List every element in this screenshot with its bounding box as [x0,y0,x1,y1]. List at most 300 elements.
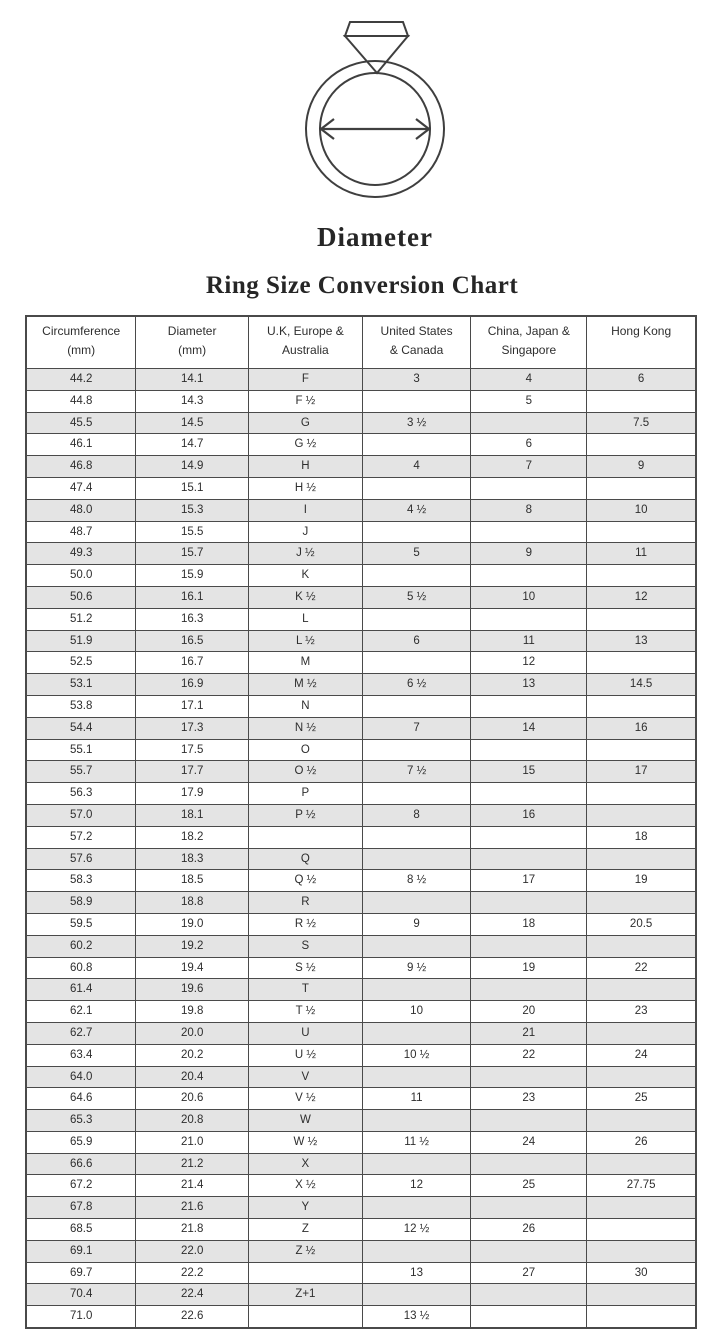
cell-diameter: 16.7 [136,652,249,674]
cell-uk-europe-australia: U ½ [248,1044,362,1066]
cell-china-japan-singapore: 21 [471,1022,587,1044]
column-header-line: U.K, Europe & [267,324,344,338]
cell-china-japan-singapore [471,1197,587,1219]
cell-us-canada: 8 [362,804,471,826]
cell-us-canada [362,652,471,674]
table-row [26,957,696,979]
table-header [26,316,696,369]
cell-circumference: 70.4 [26,1284,136,1306]
table-row [26,826,696,848]
cell-us-canada: 12 ½ [362,1219,471,1241]
cell-us-canada: 5 [362,543,471,565]
cell-uk-europe-australia: Q ½ [248,870,362,892]
cell-china-japan-singapore [471,521,587,543]
cell-circumference: 49.3 [26,543,136,565]
cell-us-canada: 9 ½ [362,957,471,979]
cell-uk-europe-australia: P [248,783,362,805]
cell-us-canada: 6 ½ [362,674,471,696]
cell-diameter: 15.5 [136,521,249,543]
cell-uk-europe-australia: J [248,521,362,543]
cell-hong-kong: 18 [587,826,696,848]
diameter-arrow-icon [321,119,429,139]
cell-diameter: 18.2 [136,826,249,848]
cell-us-canada [362,1197,471,1219]
cell-china-japan-singapore [471,1284,587,1306]
cell-diameter: 17.3 [136,717,249,739]
cell-uk-europe-australia: O ½ [248,761,362,783]
table-row [26,1262,696,1284]
cell-diameter: 22.4 [136,1284,249,1306]
cell-china-japan-singapore [471,739,587,761]
cell-hong-kong [587,434,696,456]
column-header-line: Hong Kong [611,324,672,338]
table-row [26,456,696,478]
cell-uk-europe-australia: R [248,892,362,914]
cell-circumference: 48.0 [26,499,136,521]
table-row [26,674,696,696]
cell-diameter: 19.6 [136,979,249,1001]
column-header-line: Australia [282,343,329,357]
cell-circumference: 46.1 [26,434,136,456]
table-row [26,979,696,1001]
cell-circumference: 44.8 [26,390,136,412]
cell-china-japan-singapore: 7 [471,456,587,478]
cell-diameter: 14.7 [136,434,249,456]
cell-diameter: 20.2 [136,1044,249,1066]
table-row [26,804,696,826]
cell-hong-kong [587,892,696,914]
table-row [26,565,696,587]
cell-diameter: 15.9 [136,565,249,587]
column-header-line: (mm) [67,343,96,357]
table-row [26,761,696,783]
cell-china-japan-singapore [471,1110,587,1132]
cell-us-canada [362,783,471,805]
table-row [26,390,696,412]
cell-hong-kong: 6 [587,369,696,391]
ring-diagram [280,8,480,210]
cell-diameter: 19.2 [136,935,249,957]
cell-uk-europe-australia: M [248,652,362,674]
cell-circumference: 64.0 [26,1066,136,1088]
column-header-circumference [26,316,136,369]
cell-uk-europe-australia: X [248,1153,362,1175]
cell-circumference: 64.6 [26,1088,136,1110]
cell-china-japan-singapore: 20 [471,1001,587,1023]
cell-uk-europe-australia: H ½ [248,477,362,499]
cell-hong-kong: 26 [587,1131,696,1153]
cell-uk-europe-australia: Z [248,1219,362,1241]
cell-china-japan-singapore: 9 [471,543,587,565]
cell-hong-kong [587,695,696,717]
cell-china-japan-singapore: 4 [471,369,587,391]
cell-hong-kong [587,1066,696,1088]
cell-china-japan-singapore: 23 [471,1088,587,1110]
cell-diameter: 20.8 [136,1110,249,1132]
table-row [26,1219,696,1241]
cell-china-japan-singapore: 5 [471,390,587,412]
cell-uk-europe-australia: N ½ [248,717,362,739]
cell-china-japan-singapore [471,1066,587,1088]
cell-uk-europe-australia: S [248,935,362,957]
cell-uk-europe-australia: W [248,1110,362,1132]
cell-us-canada: 9 [362,913,471,935]
cell-uk-europe-australia: R ½ [248,913,362,935]
cell-us-canada [362,390,471,412]
cell-uk-europe-australia [248,1262,362,1284]
cell-circumference: 65.9 [26,1131,136,1153]
cell-hong-kong: 7.5 [587,412,696,434]
column-header-hong-kong [587,316,696,369]
cell-circumference: 47.4 [26,477,136,499]
cell-uk-europe-australia: Z ½ [248,1240,362,1262]
page-title: Ring Size Conversion Chart [205,272,519,299]
cell-us-canada: 3 ½ [362,412,471,434]
cell-diameter: 19.8 [136,1001,249,1023]
cell-circumference: 69.7 [26,1262,136,1284]
cell-uk-europe-australia: V ½ [248,1088,362,1110]
cell-us-canada [362,477,471,499]
table-row [26,608,696,630]
cell-hong-kong [587,608,696,630]
cell-us-canada [362,979,471,1001]
cell-hong-kong [587,521,696,543]
cell-us-canada: 3 [362,369,471,391]
cell-uk-europe-australia: Z+1 [248,1284,362,1306]
cell-china-japan-singapore: 13 [471,674,587,696]
header-row [26,316,696,369]
table-row [26,848,696,870]
cell-circumference: 50.6 [26,586,136,608]
cell-circumference: 52.5 [26,652,136,674]
cell-circumference: 56.3 [26,783,136,805]
table-row [26,543,696,565]
cell-us-canada [362,695,471,717]
conversion-table [25,315,697,1329]
cell-uk-europe-australia: W ½ [248,1131,362,1153]
cell-us-canada [362,739,471,761]
column-header-line: & Canada [389,343,444,357]
cell-uk-europe-australia: K ½ [248,586,362,608]
column-header-line: China, Japan & [487,324,570,338]
cell-hong-kong: 25 [587,1088,696,1110]
cell-circumference: 68.5 [26,1219,136,1241]
cell-us-canada: 10 ½ [362,1044,471,1066]
table-row [26,935,696,957]
cell-hong-kong: 30 [587,1262,696,1284]
cell-uk-europe-australia [248,826,362,848]
cell-circumference: 59.5 [26,913,136,935]
cell-diameter: 19.0 [136,913,249,935]
cell-diameter: 15.1 [136,477,249,499]
cell-us-canada: 5 ½ [362,586,471,608]
cell-china-japan-singapore: 24 [471,1131,587,1153]
cell-circumference: 66.6 [26,1153,136,1175]
cell-hong-kong: 19 [587,870,696,892]
cell-diameter: 14.1 [136,369,249,391]
cell-china-japan-singapore: 16 [471,804,587,826]
table-row [26,913,696,935]
cell-diameter: 17.7 [136,761,249,783]
cell-us-canada [362,935,471,957]
cell-us-canada: 7 [362,717,471,739]
column-header-uk-europe-australia [248,316,362,369]
cell-uk-europe-australia: M ½ [248,674,362,696]
cell-circumference: 65.3 [26,1110,136,1132]
cell-hong-kong [587,565,696,587]
cell-hong-kong: 22 [587,957,696,979]
cell-hong-kong: 9 [587,456,696,478]
cell-china-japan-singapore: 19 [471,957,587,979]
cell-uk-europe-australia: J ½ [248,543,362,565]
cell-diameter: 14.5 [136,412,249,434]
cell-circumference: 55.1 [26,739,136,761]
cell-hong-kong [587,739,696,761]
cell-hong-kong [587,935,696,957]
cell-diameter: 19.4 [136,957,249,979]
cell-circumference: 62.1 [26,1001,136,1023]
cell-hong-kong [587,848,696,870]
table-row [26,1044,696,1066]
cell-china-japan-singapore: 6 [471,434,587,456]
cell-china-japan-singapore [471,1153,587,1175]
cell-circumference: 45.5 [26,412,136,434]
cell-china-japan-singapore [471,783,587,805]
cell-circumference: 57.0 [26,804,136,826]
cell-circumference: 58.9 [26,892,136,914]
table-row [26,521,696,543]
cell-uk-europe-australia: Q [248,848,362,870]
cell-circumference: 51.2 [26,608,136,630]
table-row [26,783,696,805]
cell-circumference: 63.4 [26,1044,136,1066]
cell-hong-kong [587,477,696,499]
cell-circumference: 61.4 [26,979,136,1001]
cell-us-canada: 13 [362,1262,471,1284]
cell-uk-europe-australia: O [248,739,362,761]
cell-china-japan-singapore: 8 [471,499,587,521]
table-row [26,652,696,674]
cell-uk-europe-australia: L ½ [248,630,362,652]
cell-uk-europe-australia: V [248,1066,362,1088]
cell-hong-kong [587,783,696,805]
table-row [26,892,696,914]
cell-circumference: 55.7 [26,761,136,783]
cell-us-canada: 6 [362,630,471,652]
column-header-line: Diameter [167,324,217,338]
column-header-line: (mm) [178,343,207,357]
table-row [26,1197,696,1219]
cell-china-japan-singapore [471,979,587,1001]
table-row [26,739,696,761]
cell-china-japan-singapore: 14 [471,717,587,739]
cell-hong-kong [587,1219,696,1241]
cell-uk-europe-australia: N [248,695,362,717]
cell-uk-europe-australia: K [248,565,362,587]
table-row [26,1175,696,1197]
cell-diameter: 14.3 [136,390,249,412]
cell-diameter: 21.0 [136,1131,249,1153]
cell-circumference: 53.8 [26,695,136,717]
cell-diameter: 16.5 [136,630,249,652]
cell-hong-kong [587,1110,696,1132]
cell-china-japan-singapore [471,695,587,717]
cell-uk-europe-australia: U [248,1022,362,1044]
cell-hong-kong: 24 [587,1044,696,1066]
cell-hong-kong: 13 [587,630,696,652]
cell-hong-kong: 27.75 [587,1175,696,1197]
cell-hong-kong: 20.5 [587,913,696,935]
column-header-diameter [136,316,249,369]
cell-us-canada: 4 ½ [362,499,471,521]
cell-uk-europe-australia: G [248,412,362,434]
table-row [26,1001,696,1023]
cell-china-japan-singapore [471,1240,587,1262]
cell-us-canada [362,826,471,848]
cell-us-canada: 11 ½ [362,1131,471,1153]
cell-circumference: 50.0 [26,565,136,587]
cell-uk-europe-australia: P ½ [248,804,362,826]
cell-hong-kong [587,804,696,826]
table-row [26,1088,696,1110]
cell-hong-kong [587,1197,696,1219]
cell-uk-europe-australia: H [248,456,362,478]
cell-china-japan-singapore: 27 [471,1262,587,1284]
table-row [26,1306,696,1328]
cell-us-canada [362,608,471,630]
table-row [26,1110,696,1132]
column-header-line: Singapore [501,343,557,357]
cell-circumference: 58.3 [26,870,136,892]
cell-diameter: 20.0 [136,1022,249,1044]
table-body [26,369,696,1329]
cell-hong-kong [587,979,696,1001]
cell-hong-kong [587,1240,696,1262]
cell-circumference: 48.7 [26,521,136,543]
cell-china-japan-singapore [471,848,587,870]
cell-china-japan-singapore [471,826,587,848]
cell-china-japan-singapore [471,935,587,957]
cell-circumference: 57.6 [26,848,136,870]
cell-uk-europe-australia: F ½ [248,390,362,412]
cell-us-canada [362,1110,471,1132]
cell-diameter: 14.9 [136,456,249,478]
cell-china-japan-singapore: 26 [471,1219,587,1241]
cell-hong-kong: 12 [587,586,696,608]
table-row [26,434,696,456]
table-row [26,1240,696,1262]
column-header-china-japan-singapore [471,316,587,369]
cell-china-japan-singapore: 18 [471,913,587,935]
cell-circumference: 67.2 [26,1175,136,1197]
cell-uk-europe-australia [248,1306,362,1328]
column-header-us-canada [362,316,471,369]
cell-us-canada [362,1066,471,1088]
cell-us-canada [362,521,471,543]
cell-diameter: 15.3 [136,499,249,521]
cell-diameter: 20.6 [136,1088,249,1110]
cell-diameter: 17.1 [136,695,249,717]
table-row [26,369,696,391]
table-row [26,870,696,892]
cell-us-canada: 11 [362,1088,471,1110]
table-row [26,717,696,739]
cell-us-canada [362,848,471,870]
cell-uk-europe-australia: I [248,499,362,521]
cell-china-japan-singapore: 17 [471,870,587,892]
cell-uk-europe-australia: X ½ [248,1175,362,1197]
cell-uk-europe-australia: Y [248,1197,362,1219]
table-row [26,1131,696,1153]
cell-china-japan-singapore: 15 [471,761,587,783]
cell-china-japan-singapore [471,892,587,914]
cell-diameter: 16.3 [136,608,249,630]
cell-circumference: 69.1 [26,1240,136,1262]
table-row [26,1022,696,1044]
table-row [26,1066,696,1088]
cell-china-japan-singapore: 12 [471,652,587,674]
cell-uk-europe-australia: L [248,608,362,630]
cell-circumference: 62.7 [26,1022,136,1044]
cell-hong-kong [587,390,696,412]
table-row [26,499,696,521]
cell-diameter: 16.1 [136,586,249,608]
cell-us-canada: 7 ½ [362,761,471,783]
cell-china-japan-singapore: 25 [471,1175,587,1197]
cell-circumference: 67.8 [26,1197,136,1219]
cell-hong-kong: 10 [587,499,696,521]
cell-china-japan-singapore [471,412,587,434]
table-row [26,1153,696,1175]
cell-china-japan-singapore [471,565,587,587]
cell-circumference: 44.2 [26,369,136,391]
diameter-label: Diameter [317,222,433,252]
cell-hong-kong: 16 [587,717,696,739]
cell-diameter: 16.9 [136,674,249,696]
cell-us-canada [362,565,471,587]
cell-china-japan-singapore [471,477,587,499]
table-row [26,1284,696,1306]
cell-us-canada: 10 [362,1001,471,1023]
cell-hong-kong [587,1022,696,1044]
cell-hong-kong [587,1306,696,1328]
cell-circumference: 71.0 [26,1306,136,1328]
cell-hong-kong [587,1284,696,1306]
cell-hong-kong: 11 [587,543,696,565]
cell-us-canada: 4 [362,456,471,478]
table-row [26,586,696,608]
cell-hong-kong: 14.5 [587,674,696,696]
cell-uk-europe-australia: F [248,369,362,391]
cell-us-canada [362,1240,471,1262]
cell-circumference: 53.1 [26,674,136,696]
cell-circumference: 51.9 [26,630,136,652]
cell-us-canada: 12 [362,1175,471,1197]
column-header-line: Circumference [42,324,121,338]
cell-uk-europe-australia: T ½ [248,1001,362,1023]
cell-circumference: 60.8 [26,957,136,979]
cell-circumference: 57.2 [26,826,136,848]
cell-diameter: 22.6 [136,1306,249,1328]
cell-us-canada [362,1284,471,1306]
cell-diameter: 21.2 [136,1153,249,1175]
cell-diameter: 20.4 [136,1066,249,1088]
cell-diameter: 18.3 [136,848,249,870]
cell-diameter: 22.2 [136,1262,249,1284]
cell-china-japan-singapore [471,608,587,630]
cell-china-japan-singapore: 11 [471,630,587,652]
cell-us-canada [362,434,471,456]
